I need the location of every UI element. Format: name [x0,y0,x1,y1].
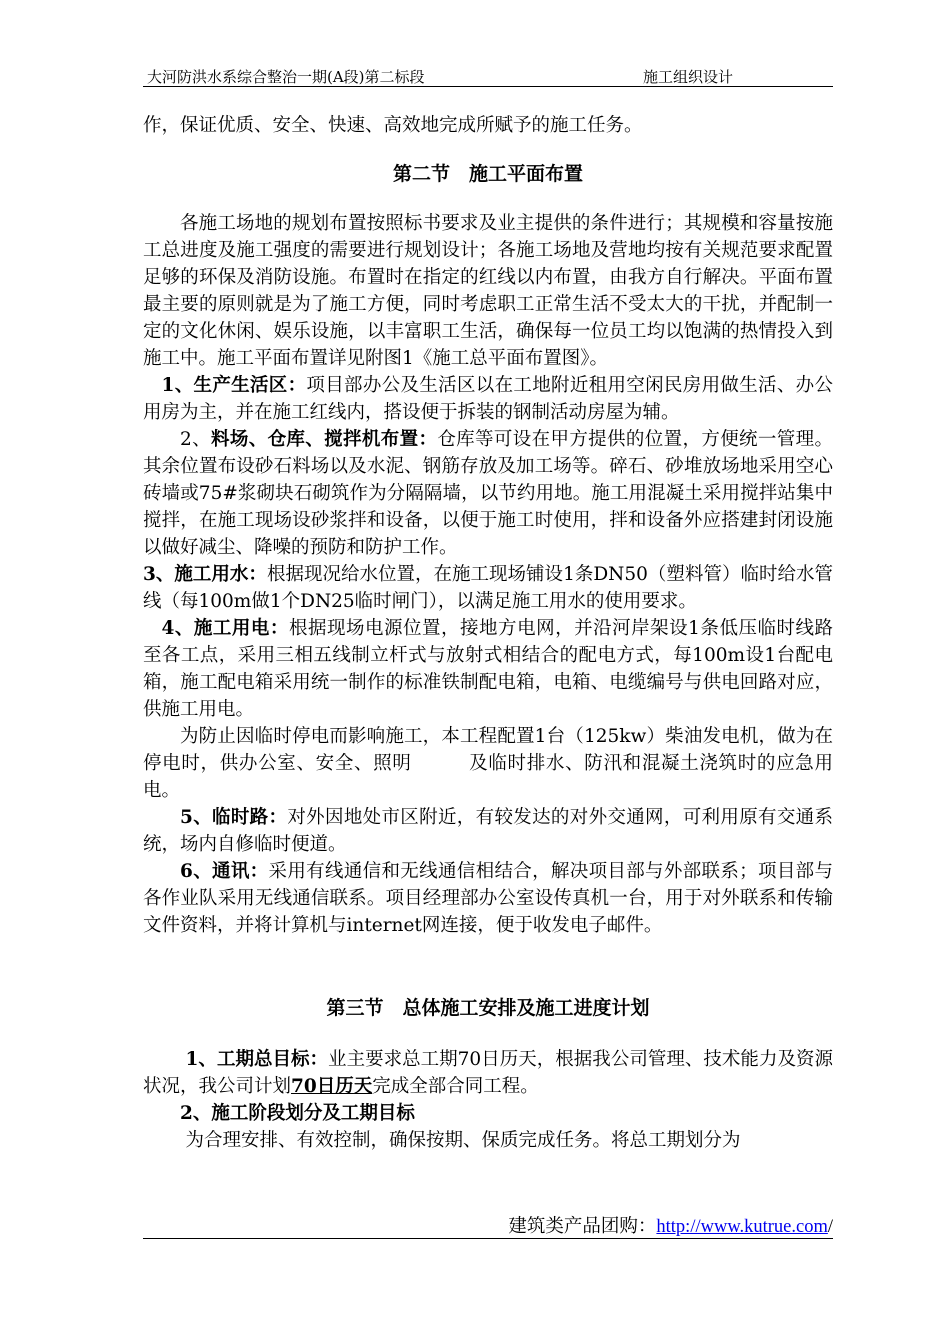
item1-text: 项目部办公及生活区以在工地附近租用空闲民房用做生活、办公用房为主，并在施工红线内，搭设便于拆装的钢制活动房屋为辅。 [143,375,833,423]
item4-construction-power [143,615,833,723]
item6-text: 采用有线通信和无线通信相结合，解决项目部与外部联系；项目部与各作业队采用无线通信联系。项目经理部办公室设传真机一台，用于对外联系和传输文件资料，并将计算机与internet网连接，便于收发电子邮件。 [143,861,833,936]
generator-para: 为防止因临时停电而影响施工，本工程配置1台（125kw）柴油发电机，做为在停电时，供办公室、安全、照明 及临时排水、防汛和混凝土浇筑时的应急用电。 [143,726,833,801]
s3-item1-text-b: 完成全部合同工程。 [372,1076,539,1097]
item4-text: 根据现场电源位置，接地方电网，并沿河岸架设1条低压临时线路至各工点，采用三相五线制立杆式与放射式相结合的配电方式，每100m设1台配电箱，施工配电箱采用统一制作的标准铁制配电箱，电箱、电缆编号与供电回路对应，供施工用电。 [143,618,834,720]
item5-text: 对外因地处市区附近，有较发达的对外交通网，可利用原有交通系统，场内自修临时便道。 [143,807,833,855]
section2-title: 第二节 施工平面布置 [392,163,583,185]
item3-text: 根据现况给水位置，在施工现场铺设1条DN50（塑料管）临时给水管线（每100m做1个DN25临时闸门），以满足施工用水的使用要求。 [143,564,833,612]
item2-num: 2、 [180,429,211,450]
s3-item1-duration: 70日历天 [291,1076,373,1097]
page-header [143,66,833,87]
footer-prefix: 建筑类产品团购： [508,1217,657,1237]
header-document-type: 施工组织设计 [643,68,734,86]
header-project-title: 大河防洪水系综合整治一期(A段)第二标段 [147,68,425,86]
s3-item1-label: 1、工期总目标： [185,1049,329,1070]
footer-suffix: / [827,1217,833,1237]
item1-production-living-area [143,372,833,426]
item1-label: 1、生产生活区： [161,375,307,396]
section3-title: 第三节 总体施工安排及施工进度计划 [326,997,650,1019]
item5-temporary-road [143,804,833,858]
s3-item2-heading [143,1100,833,1127]
item3-construction-water [143,561,833,615]
section2-para1: 各施工场地的规划布置按照标书要求及业主提供的条件进行；其规模和容量按施工总进度及施工强度的需要进行规划设计；各施工场地及营地均按有关规范要求配置足够的环保及消防设施。布置时在指定的红线以内布置，由我方自行解决。平面布置最主要的原则就是为了施工方便，同时考虑职工正常生活不受太大的干扰，并配制一定的文化休闲、娱乐设施，以丰富职工生活，确保每一位员工均以饱满的热情投入到施工中。施工平面布置详见附图1《施工总平面布置图》。 [143,213,833,369]
footer-link[interactable]: http://www.kutrue.com [656,1217,828,1237]
footer-rule [143,1236,833,1239]
footer-promo [508,1212,833,1238]
item2-text: 仓库等可设在甲方提供的位置，方便统一管理。其余位置布设砂石料场以及水泥、钢筋存放及加工场等。碎石、砂堆放场地采用空心砖墙或75#浆砌块石砌筑作为分隔隔墙，以节约用地。施工用混凝土采用搅拌站集中搅拌，在施工现场设砂浆拌和设备，以便于施工时使用，拌和设备外应搭建封闭设施以做好减尘、降噪的预防和防护工作。 [143,429,833,558]
item6-label: 6、通讯： [180,861,269,882]
s3-item2-label: 2、施工阶段划分及工期目标 [180,1103,415,1124]
document-body [143,112,833,1154]
s3-item1-text-a: 业主要求总工期70日历天，根据我公司管理、技术能力及资源状况，我公司计划 [143,1049,833,1097]
s3-item1-total-schedule [143,1046,833,1100]
item6-communications [143,858,833,939]
item3-label: 3、施工用水： [143,564,267,585]
item5-label: 5、临时路： [180,807,288,828]
item4-label: 4、施工用电： [161,618,289,639]
item2-materials-yard [143,426,833,561]
intro-line: 作，保证优质、安全、快速、高效地完成所赋予的施工任务。 [143,115,643,136]
s3-item2-text: 为合理安排、有效控制，确保按期、保质完成任务。将总工期划分为 [185,1130,741,1151]
item2-label: 料场、仓库、搅拌机布置： [211,429,438,450]
